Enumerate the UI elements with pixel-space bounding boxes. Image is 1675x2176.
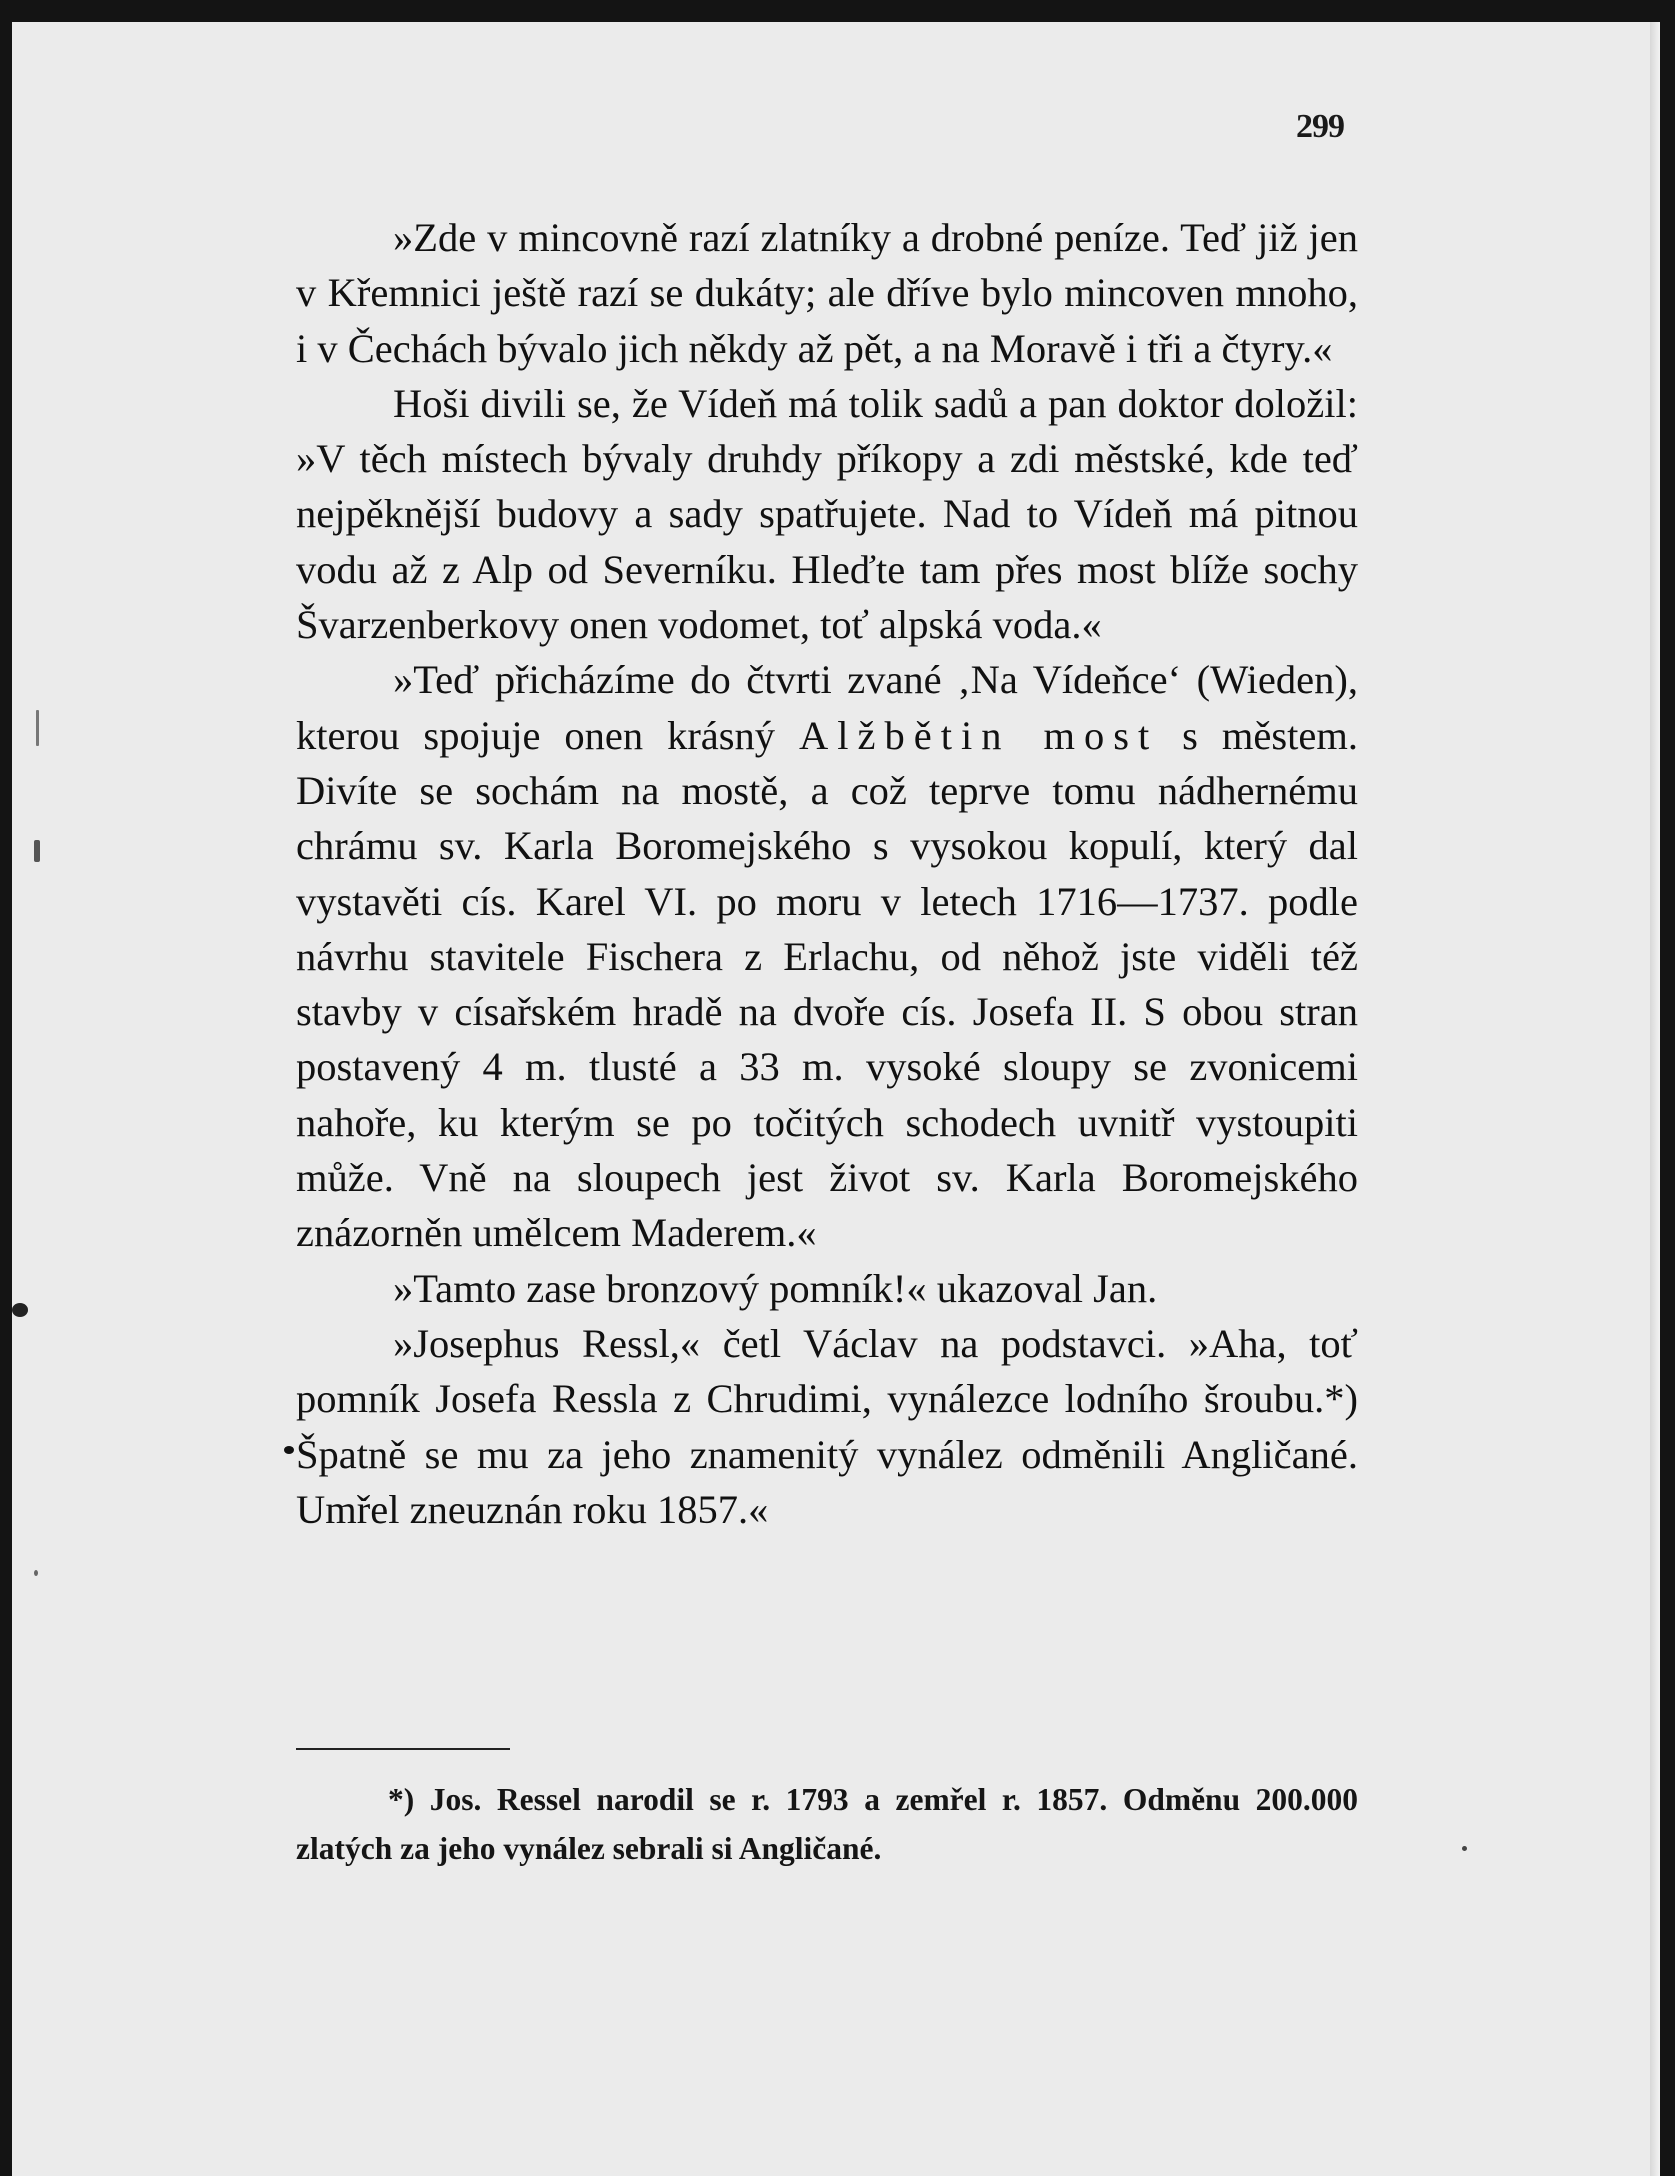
scan-speck — [1462, 1846, 1467, 1851]
body-text — [296, 210, 1358, 1537]
paragraph-mint: »Zde v mincovně razí zlatníky a drobné peníze. Teď již jen v Křemnici ještě razí se dukáty; ale dříve bylo mincoven mnoho, i v Čechách bývalo jich někdy až pět, a na Moravě i tři a čtyry.« — [296, 215, 1358, 371]
bridge-name: Alžbětin most — [799, 712, 1159, 758]
paragraph-ressel: »Josephus Ressl,« četl Václav na podstavci. »Aha, toť pomník Josefa Ressla z Chrudimi, vynálezce lodního šroubu.*) Špatně se mu za jeho znamenitý vynález odměnili Angličané. Umřel zneuznán roku 1857.« — [296, 1320, 1358, 1532]
footnote: *) Jos. Ressel narodil se r. 1793 a zemřel r. 1857. Odměnu 200.000 zlatých za jeho vynález sebrali si Angličané. — [296, 1782, 1358, 1866]
paragraph-monument: »Tamto zase bronzový pomník!« ukazoval Jan. — [393, 1265, 1158, 1311]
paragraph-wieden-start: »Teď přicházíme do čtvrti zvané ‚Na Vídeňce‘ (Wieden), kterou spojuje onen krásný — [296, 657, 1358, 758]
scan-speck — [34, 1570, 38, 1576]
page-number: 299 — [1296, 108, 1344, 145]
scan-speck — [12, 1303, 28, 1317]
scan-speck — [34, 840, 40, 862]
scan-speck — [36, 710, 39, 746]
scan-speck — [284, 1446, 294, 1454]
paragraph-gardens: Hoši divili se, že Vídeň má tolik sadů a pan doktor doložil: »V těch místech bývaly druhdy příkopy a zdi městské, kde teď nejpěknější budovy a sady spatřujete. Nad to Vídeň má pitnou vodu až z Alp od Severníku. Hleďte tam přes most blíže sochy Švarzenberkovy onen vodomet, toť alpská voda.« — [296, 380, 1358, 648]
paragraph-wieden — [296, 652, 1358, 1260]
footnote-rule — [296, 1748, 510, 1750]
paragraph-wieden-rest: s městem. Divíte se sochám na mostě, a což teprve tomu nádhernému chrámu sv. Karla Boromejského s vysokou kopulí, který dal vystavěti cís. Karel VI. po moru v letech 1716—1737. podle návrhu stavitele Fischera z Erlachu, od něhož jste viděli též stavby v císařském hradě na dvoře cís. Josefa II. S obou stran postavený 4 m. tlusté a 33 m. vysoké sloupy se zvonicemi nahoře, ku kterým se po točitých schodech uvnitř vystoupiti může. Vně na sloupech jest život sv. Karla Boromejského znázorněn umělcem Maderem.« — [296, 712, 1359, 1256]
page-edge — [1650, 22, 1660, 2176]
